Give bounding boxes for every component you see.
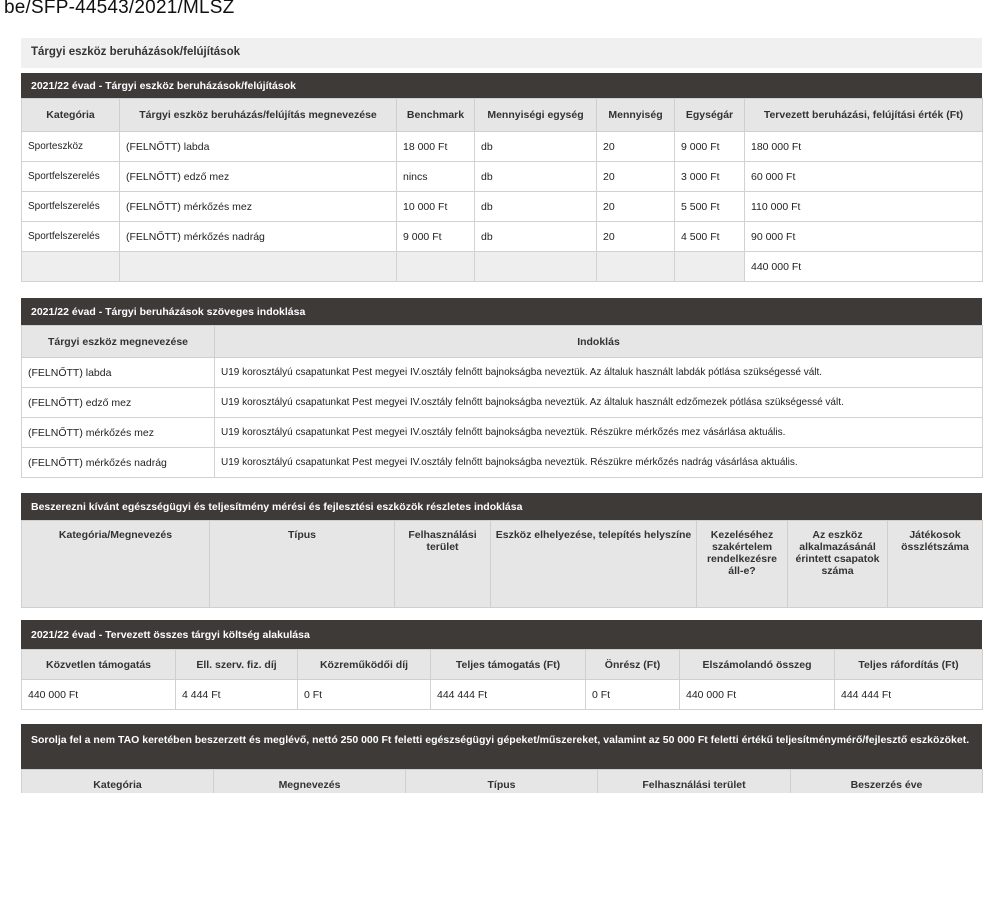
total-row xyxy=(22,252,983,282)
cell: Sportfelszerelés xyxy=(22,222,120,252)
cell: 3 000 Ft xyxy=(675,162,745,192)
table-row xyxy=(22,388,983,418)
non-tao-header-row xyxy=(22,770,983,794)
table-row xyxy=(22,192,983,222)
cell: 110 000 Ft xyxy=(745,192,983,222)
cell: 180 000 Ft xyxy=(745,132,983,162)
col-header: Indoklás xyxy=(215,326,983,358)
cell: 9 000 Ft xyxy=(397,222,475,252)
col-header: Típus xyxy=(210,521,395,608)
cell: (FELNŐTT) mérkőzés nadrág xyxy=(22,448,215,478)
cell: (FELNŐTT) mérkőzés mez xyxy=(22,418,215,448)
table-row xyxy=(22,358,983,388)
health-equipment-title: Beszerezni kívánt egészségügyi és teljesítmény mérési és fejlesztési eszközök részletes indoklása xyxy=(21,493,982,520)
total-value: 440 000 Ft xyxy=(745,252,983,282)
cell: 10 000 Ft xyxy=(397,192,475,222)
cell: (FELNŐTT) labda xyxy=(22,358,215,388)
justification-header-row xyxy=(22,326,983,358)
col-header: Kategória xyxy=(22,99,120,132)
cell: U19 korosztályú csapatunkat Pest megyei IV.osztály felnőtt bajnokságba neveztük. Részükre mérkőzés nadrág vásárlása aktuális. xyxy=(215,448,983,478)
col-header: Eszköz elhelyezése, telepítés helyszíne xyxy=(491,521,697,608)
table-row xyxy=(22,132,983,162)
col-header: Kategória xyxy=(22,770,214,794)
cost-header-row xyxy=(22,650,983,680)
cell: db xyxy=(475,162,597,192)
justification-section xyxy=(21,298,982,478)
cell: db xyxy=(475,132,597,162)
cell: U19 korosztályú csapatunkat Pest megyei IV.osztály felnőtt bajnokságba neveztük. Részükre mérkőzés mez vásárlása aktuális. xyxy=(215,418,983,448)
investment-section xyxy=(21,73,982,282)
cell: (FELNŐTT) labda xyxy=(120,132,397,162)
investment-title: 2021/22 évad - Tárgyi eszköz beruházások/felújítások xyxy=(21,73,982,98)
cell: 444 444 Ft xyxy=(431,680,586,710)
col-header: Mennyiségi egység xyxy=(475,99,597,132)
col-header: Teljes támogatás (Ft) xyxy=(431,650,586,680)
cell: Sporteszköz xyxy=(22,132,120,162)
cell: 20 xyxy=(597,222,675,252)
cell: U19 korosztályú csapatunkat Pest megyei IV.osztály felnőtt bajnokságba neveztük. Az általuk használt labdák pótlása szükségessé vált. xyxy=(215,358,983,388)
col-header: Felhasználási terület xyxy=(395,521,491,608)
investment-table xyxy=(21,98,983,282)
col-header: Az eszköz alkalmazásánál érintett csapatok száma xyxy=(788,521,888,608)
cell: 440 000 Ft xyxy=(680,680,835,710)
cell: db xyxy=(475,192,597,222)
col-header: Tárgyi eszköz megnevezése xyxy=(22,326,215,358)
cell: 0 Ft xyxy=(298,680,431,710)
cost-title: 2021/22 évad - Tervezett összes tárgyi költség alakulása xyxy=(21,620,982,649)
cell: nincs xyxy=(397,162,475,192)
cell: 4 444 Ft xyxy=(176,680,298,710)
col-header: Ell. szerv. fiz. díj xyxy=(176,650,298,680)
empty-cell xyxy=(475,252,597,282)
col-header: Önrész (Ft) xyxy=(586,650,680,680)
cell: Sportfelszerelés xyxy=(22,162,120,192)
col-header: Játékosok összlétszáma xyxy=(888,521,983,608)
col-header: Teljes ráfordítás (Ft) xyxy=(835,650,983,680)
col-header: Kategória/Megnevezés xyxy=(22,521,210,608)
col-header: Közvetlen támogatás xyxy=(22,650,176,680)
section-header: Tárgyi eszköz beruházások/felújítások xyxy=(21,38,982,68)
empty-cell xyxy=(120,252,397,282)
non-tao-section xyxy=(21,724,982,793)
table-row xyxy=(22,418,983,448)
cost-table xyxy=(21,649,983,710)
cell: (FELNŐTT) edző mez xyxy=(22,388,215,418)
cell: 4 500 Ft xyxy=(675,222,745,252)
col-header: Típus xyxy=(406,770,598,794)
empty-cell xyxy=(22,252,120,282)
table-row xyxy=(22,680,983,710)
table-row xyxy=(22,222,983,252)
investment-header-row xyxy=(22,99,983,132)
cell: (FELNŐTT) mérkőzés nadrág xyxy=(120,222,397,252)
col-header: Beszerzés éve xyxy=(791,770,983,794)
table-row xyxy=(22,448,983,478)
cell: Sportfelszerelés xyxy=(22,192,120,222)
cell: 444 444 Ft xyxy=(835,680,983,710)
health-header-row xyxy=(22,521,983,608)
non-tao-table xyxy=(21,769,983,793)
col-header: Tárgyi eszköz beruházás/felújítás megnevezése xyxy=(120,99,397,132)
justification-table xyxy=(21,325,983,478)
col-header: Közreműködői díj xyxy=(298,650,431,680)
cell: 90 000 Ft xyxy=(745,222,983,252)
col-header: Benchmark xyxy=(397,99,475,132)
cell: 18 000 Ft xyxy=(397,132,475,162)
cell: 20 xyxy=(597,132,675,162)
health-equipment-section xyxy=(21,493,982,608)
non-tao-title: Sorolja fel a nem TAO keretében beszerzett és meglévő, nettó 250 000 Ft feletti egészségügyi gépeket/műszereket, valamint az 50 000 Ft feletti értékű teljesítménymérő/fejlesztő eszközöket. xyxy=(21,724,982,769)
col-header: Mennyiség xyxy=(597,99,675,132)
cell: db xyxy=(475,222,597,252)
col-header: Felhasználási terület xyxy=(598,770,791,794)
cell: (FELNŐTT) edző mez xyxy=(120,162,397,192)
cell: 5 500 Ft xyxy=(675,192,745,222)
col-header: Tervezett beruházási, felújítási érték (Ft) xyxy=(745,99,983,132)
justification-title: 2021/22 évad - Tárgyi beruházások szöveges indoklása xyxy=(21,298,982,325)
cell: 20 xyxy=(597,192,675,222)
table-row xyxy=(22,162,983,192)
empty-cell xyxy=(397,252,475,282)
empty-cell xyxy=(675,252,745,282)
col-header: Kezeléséhez szakértelem rendelkezésre áll-e? xyxy=(697,521,788,608)
cell: (FELNŐTT) mérkőzés mez xyxy=(120,192,397,222)
col-header: Egységár xyxy=(675,99,745,132)
cell: 9 000 Ft xyxy=(675,132,745,162)
col-header: Megnevezés xyxy=(214,770,406,794)
cell: 440 000 Ft xyxy=(22,680,176,710)
cell: U19 korosztályú csapatunkat Pest megyei IV.osztály felnőtt bajnokságba neveztük. Az általuk használt edzőmezek pótlása szükségessé vált. xyxy=(215,388,983,418)
cell: 60 000 Ft xyxy=(745,162,983,192)
cell: 20 xyxy=(597,162,675,192)
document-id: be/SFP-44543/2021/MLSZ xyxy=(4,0,235,18)
cell: 0 Ft xyxy=(586,680,680,710)
health-equipment-table xyxy=(21,520,983,608)
empty-cell xyxy=(597,252,675,282)
col-header: Elszámolandó összeg xyxy=(680,650,835,680)
cost-section xyxy=(21,620,982,710)
